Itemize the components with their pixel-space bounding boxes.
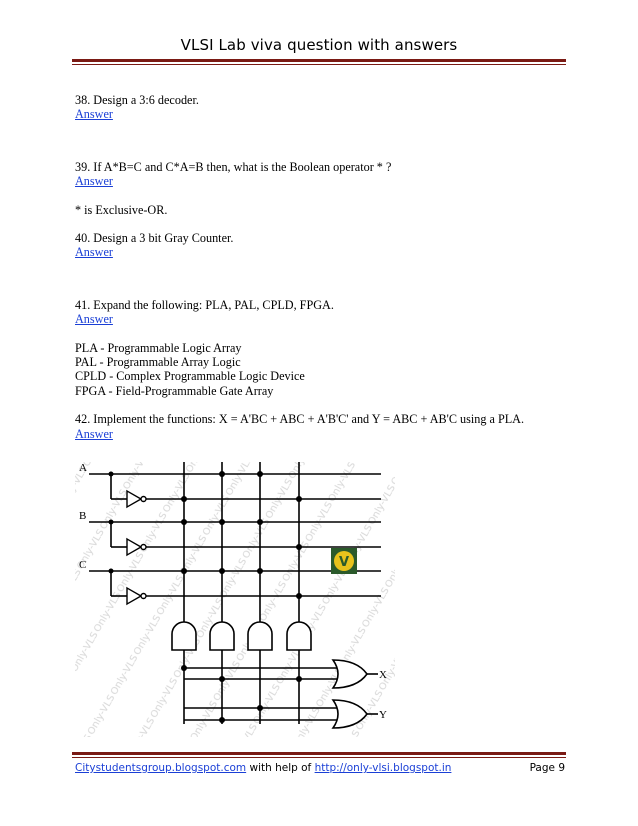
q41-text: 41. Expand the following: PLA, PAL, CPLD, FPGA. (75, 297, 334, 312)
content (75, 93, 565, 441)
q40-text: 40. Design a 3 bit Gray Counter. (75, 231, 234, 246)
q41-fpga: FPGA - Field-Programmable Gate Array (75, 383, 274, 398)
q38-answer-link[interactable]: Answer (75, 107, 113, 122)
logo-letter: V (338, 555, 350, 570)
vlsi-logo (331, 548, 357, 574)
watermark (75, 462, 395, 737)
q41-answer-link[interactable]: Answer (75, 312, 113, 327)
header-rule-thin (72, 64, 566, 65)
input-label-b: B (79, 510, 87, 522)
footer-middle-text: with help of (246, 762, 315, 774)
q40-answer-link[interactable]: Answer (75, 245, 113, 260)
q39-answer: * is Exclusive-OR. (75, 202, 168, 217)
input-label-c: C (79, 559, 87, 571)
q42-text: 42. Implement the functions: X = A'BC + ABC + A'B'C' and Y = ABC + AB'C using a PLA. (75, 412, 525, 427)
header-rule-thick (72, 59, 566, 62)
q39-answer-link[interactable]: Answer (75, 174, 113, 189)
output-label-x: X (379, 669, 387, 681)
footer-url-link[interactable]: http://only-vlsi.blogspot.in (314, 762, 452, 774)
header-title: VLSI Lab viva question with answers (180, 36, 458, 54)
q41-cpld: CPLD - Complex Programmable Logic Device (75, 369, 305, 384)
q38-text: 38. Design a 3:6 decoder. (75, 93, 199, 107)
output-label-y: Y (379, 709, 387, 721)
pla-diagram (75, 462, 395, 737)
q39-text: 39. If A*B=C and C*A=B then, what is the Boolean operator * ? (75, 159, 392, 174)
footer-rule-thin (72, 757, 566, 758)
q41-pla: PLA - Programmable Logic Array (75, 340, 242, 355)
page-number: Page 9 (529, 762, 565, 774)
footer-site-link[interactable]: Citystudentsgroup.blogspot.com (75, 762, 247, 774)
page-footer (75, 762, 565, 774)
q41-pal: PAL - Programmable Array Logic (75, 355, 241, 370)
q42-answer-link[interactable]: Answer (75, 426, 113, 441)
input-label-a: A (79, 462, 87, 474)
footer-rule-thick (72, 752, 566, 755)
